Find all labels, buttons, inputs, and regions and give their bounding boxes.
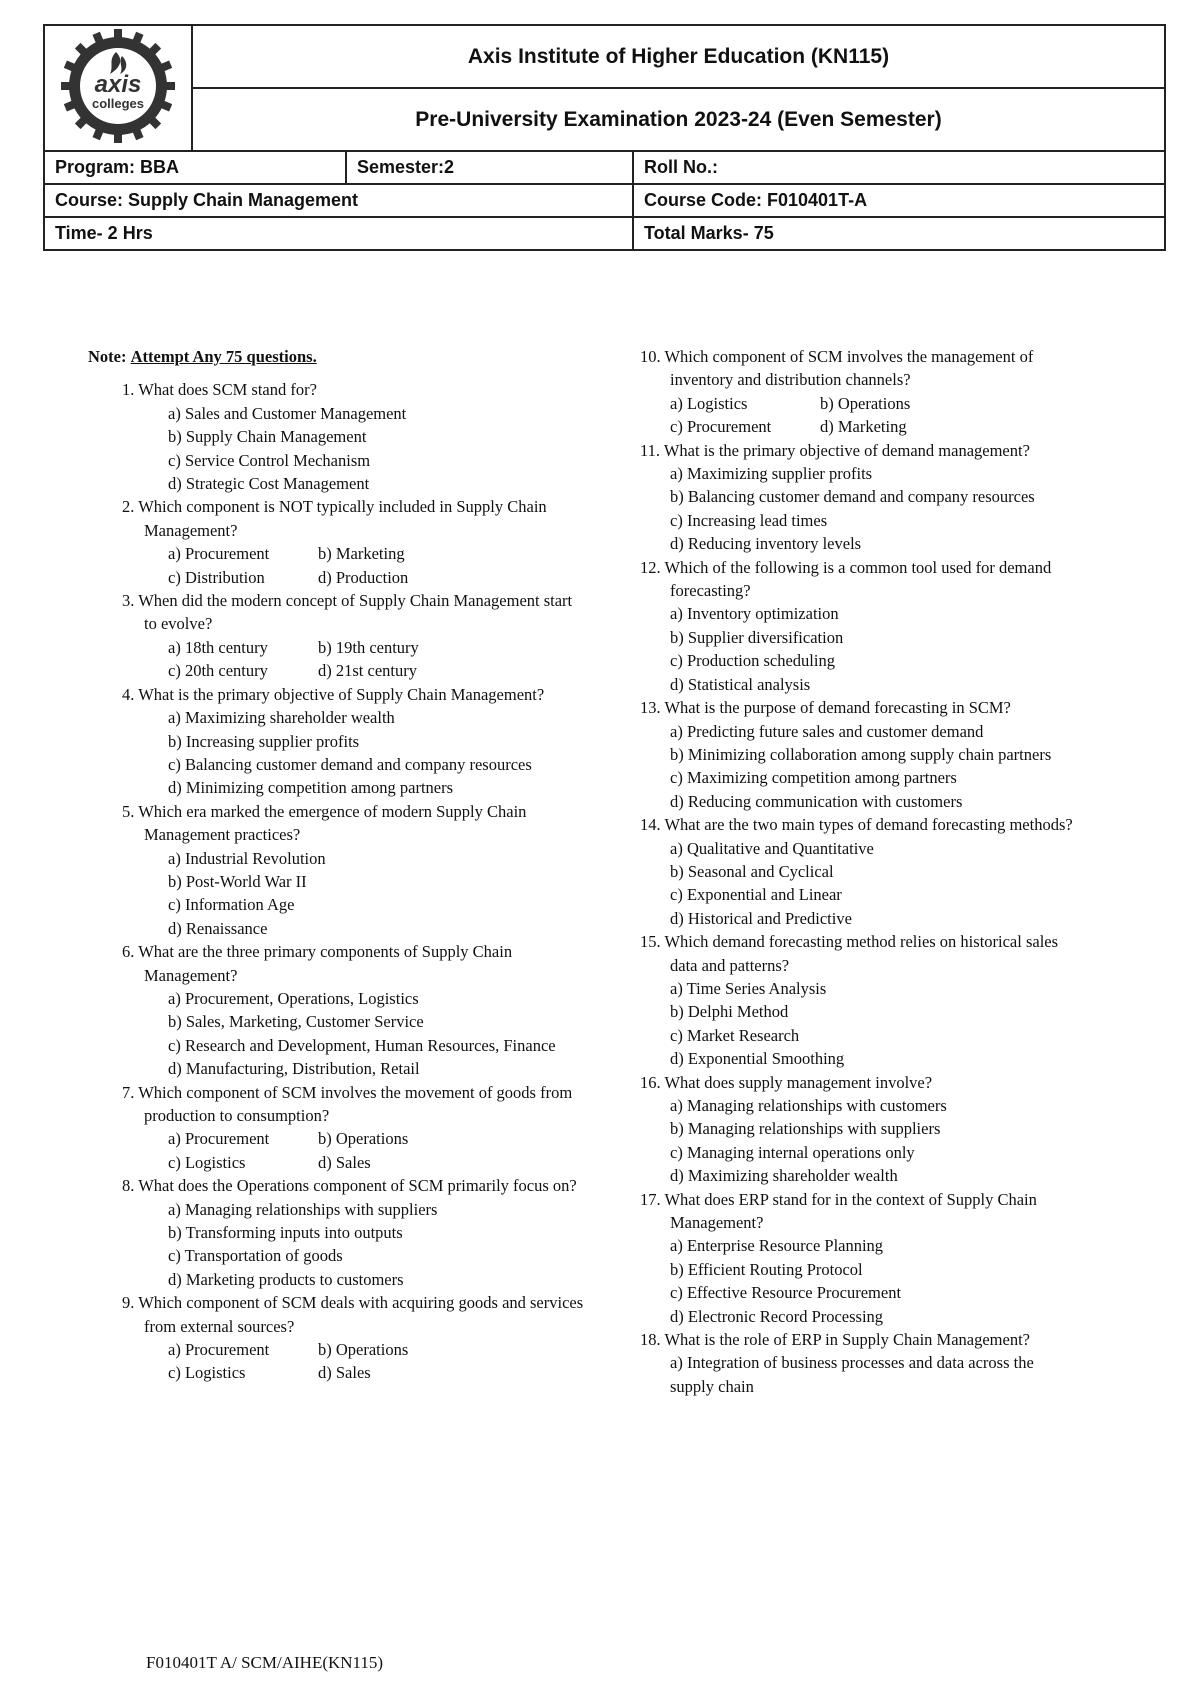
answer-option: b) Sales, Marketing, Customer Service	[168, 1012, 424, 1032]
note-text: Attempt Any 75 questions.	[130, 347, 317, 366]
answer-option: d) Sales	[318, 1152, 371, 1172]
right-question-column	[640, 345, 1080, 1398]
answer-option: b) Managing relationships with suppliers	[670, 1119, 941, 1139]
question-item	[88, 800, 588, 940]
answer-option: d) Reducing inventory levels	[670, 534, 862, 554]
question-item	[640, 1328, 1080, 1398]
question-item	[88, 1174, 588, 1291]
answer-option: a) Time Series Analysis	[670, 978, 827, 998]
course-cell: Course: Supply Chain Management	[44, 184, 633, 217]
svg-text:colleges: colleges	[91, 95, 145, 111]
answer-option: d) Sales	[318, 1363, 371, 1383]
answer-option: d) Historical and Predictive	[670, 908, 852, 928]
question-item	[640, 345, 1080, 439]
answer-option: c) Research and Development, Human Resources, Finance	[168, 1035, 556, 1055]
answer-option: b) Increasing supplier profits	[168, 731, 360, 751]
question-text: 10. Which component of SCM involves the management of inventory and distribution channels?	[640, 347, 1034, 390]
question-text: 18. What is the role of ERP in Supply Chain Management?	[640, 1330, 1030, 1350]
answer-option: b) Supply Chain Management	[168, 427, 367, 447]
answer-option: d) Renaissance	[168, 918, 268, 938]
answer-option: c) Production scheduling	[670, 651, 835, 671]
answer-option: a) Maximizing shareholder wealth	[168, 708, 395, 728]
question-text: 9. Which component of SCM deals with acquiring goods and services from external sources?	[122, 1293, 584, 1336]
exam-title: Pre-University Examination 2023-24 (Even Semester)	[192, 88, 1165, 151]
svg-text:axis: axis	[94, 70, 142, 98]
answer-option: d) Minimizing competition among partners	[168, 778, 454, 798]
page-footer: F010401T A/ SCM/AIHE(KN115)	[146, 1653, 384, 1672]
answer-option-row	[88, 1151, 588, 1174]
answer-option: d) Strategic Cost Management	[168, 474, 370, 494]
answer-option: c) Logistics	[168, 1363, 246, 1383]
note	[88, 345, 588, 368]
institute-name: Axis Institute of Higher Education (KN115)	[192, 25, 1165, 88]
answer-option: c) Information Age	[168, 895, 295, 915]
answer-option: d) Exponential Smoothing	[670, 1049, 845, 1069]
answer-option: c) 20th century	[168, 661, 268, 681]
answer-option: b) Transforming inputs into outputs	[168, 1223, 403, 1243]
question-item	[88, 940, 588, 1080]
answer-option: b) Balancing customer demand and company resources	[670, 487, 1035, 507]
answer-option: c) Maximizing competition among partners	[670, 768, 957, 788]
answer-option: c) Procurement	[670, 417, 772, 437]
answer-option: b) Seasonal and Cyclical	[670, 861, 834, 881]
axis-logo-icon	[48, 27, 188, 145]
answer-option-row	[640, 392, 1080, 415]
question-text: 2. Which component is NOT typically included in Supply Chain Management?	[122, 497, 547, 540]
question-text: 11. What is the primary objective of demand management?	[640, 440, 1030, 460]
answer-option: d) Manufacturing, Distribution, Retail	[168, 1059, 420, 1079]
answer-option: a) Procurement, Operations, Logistics	[168, 988, 419, 1008]
answer-option: d) Maximizing shareholder wealth	[670, 1166, 898, 1186]
answer-option-row	[88, 542, 588, 565]
answer-option: a) Qualitative and Quantitative	[670, 838, 874, 858]
college-logo	[44, 25, 192, 151]
question-item	[88, 495, 588, 589]
answer-option: c) Managing internal operations only	[670, 1142, 915, 1162]
answer-option-row	[88, 636, 588, 659]
answer-option: b) Efficient Routing Protocol	[670, 1259, 863, 1279]
question-text: 8. What does the Operations component of SCM primarily focus on?	[122, 1176, 577, 1196]
answer-option: d) Marketing	[820, 417, 907, 437]
answer-option: c) Balancing customer demand and company resources	[168, 754, 532, 774]
answer-option: a) Managing relationships with customers	[670, 1096, 947, 1115]
answer-option: b) 19th century	[318, 637, 419, 657]
question-text: 7. Which component of SCM involves the movement of goods from production to consumption?	[122, 1082, 573, 1125]
answer-option: d) Marketing products to customers	[168, 1269, 404, 1289]
answer-option: a) Industrial Revolution	[168, 848, 326, 868]
answer-option: d) Production	[318, 567, 409, 587]
answer-option-row	[640, 415, 1080, 438]
question-item	[640, 930, 1080, 1070]
answer-option: a) Managing relationships with suppliers	[168, 1199, 438, 1219]
question-item	[640, 813, 1080, 930]
question-text: 16. What does supply management involve?	[640, 1072, 933, 1092]
total-marks-cell: Total Marks- 75	[633, 217, 1165, 250]
time-cell: Time- 2 Hrs	[44, 217, 633, 250]
answer-option: a) Procurement	[168, 1340, 270, 1360]
answer-option: c) Increasing lead times	[670, 510, 828, 530]
question-text: 12. Which of the following is a common tool used for demand forecasting?	[640, 557, 1052, 601]
answer-option: b) Operations	[318, 1340, 409, 1360]
answer-option: b) Post-World War II	[168, 871, 307, 891]
question-item	[88, 683, 588, 800]
answer-option: c) Market Research	[670, 1025, 800, 1045]
answer-option: a) Integration of business processes and data across the supply chain	[670, 1353, 1034, 1396]
question-text: 14. What are the two main types of demand forecasting methods?	[640, 815, 1073, 835]
answer-option-row	[88, 659, 588, 682]
exam-header-table	[43, 24, 1166, 251]
answer-option: b) Marketing	[318, 544, 405, 564]
program-cell: Program: BBA	[44, 151, 346, 184]
answer-option: b) Supplier diversification	[670, 627, 844, 647]
question-item	[88, 378, 588, 495]
answer-option: a) 18th century	[168, 637, 268, 657]
semester-cell: Semester:2	[346, 151, 633, 184]
answer-option: b) Operations	[318, 1129, 409, 1149]
answer-option: d) Reducing communication with customers	[670, 791, 963, 811]
answer-option: c) Logistics	[168, 1152, 246, 1172]
answer-option: a) Sales and Customer Management	[168, 403, 407, 423]
answer-option: c) Transportation of goods	[168, 1246, 343, 1266]
answer-option: d) Statistical analysis	[670, 674, 811, 694]
answer-option-row	[88, 1361, 588, 1384]
answer-option: c) Service Control Mechanism	[168, 450, 371, 470]
left-question-column	[88, 345, 588, 1385]
answer-option: d) Electronic Record Processing	[670, 1306, 884, 1326]
answer-option: c) Distribution	[168, 567, 265, 587]
question-item	[640, 1071, 1080, 1188]
question-text: 4. What is the primary objective of Supply Chain Management?	[122, 684, 545, 704]
question-text: 3. When did the modern concept of Supply Chain Management start to evolve?	[122, 591, 573, 634]
course-code-cell: Course Code: F010401T-A	[633, 184, 1165, 217]
answer-option: a) Procurement	[168, 544, 270, 564]
question-item	[88, 589, 588, 683]
question-text: 17. What does ERP stand for in the context of Supply Chain Management?	[640, 1189, 1037, 1233]
answer-option-row	[88, 566, 588, 589]
answer-option-row	[88, 1127, 588, 1150]
note-label: Note:	[88, 347, 127, 366]
roll-no-cell: Roll No.:	[633, 151, 1165, 184]
question-item	[640, 556, 1080, 696]
answer-option: c) Exponential and Linear	[670, 885, 842, 905]
question-text: 6. What are the three primary components of Supply Chain Management?	[122, 942, 513, 985]
question-text: 5. Which era marked the emergence of modern Supply Chain Management practices?	[122, 801, 527, 845]
question-text: 1. What does SCM stand for?	[122, 380, 317, 400]
question-item	[640, 439, 1080, 556]
answer-option: a) Maximizing supplier profits	[670, 464, 873, 484]
question-item	[88, 1291, 588, 1385]
answer-option: c) Effective Resource Procurement	[670, 1283, 902, 1303]
question-item	[88, 1081, 588, 1175]
answer-option: a) Inventory optimization	[670, 604, 839, 624]
answer-option: b) Operations	[820, 393, 911, 413]
answer-option: b) Minimizing collaboration among supply chain partners	[670, 744, 1052, 764]
answer-option: a) Predicting future sales and customer demand	[670, 721, 984, 741]
answer-option: d) 21st century	[318, 661, 417, 681]
answer-option: a) Procurement	[168, 1129, 270, 1149]
question-item	[640, 696, 1080, 813]
question-text: 13. What is the purpose of demand forecasting in SCM?	[640, 698, 1011, 718]
answer-option: a) Enterprise Resource Planning	[670, 1236, 884, 1256]
answer-option: a) Logistics	[670, 393, 748, 413]
answer-option-row	[88, 1338, 588, 1361]
question-text: 15. Which demand forecasting method relies on historical sales data and patterns?	[640, 932, 1059, 975]
answer-option: b) Delphi Method	[670, 1002, 789, 1022]
question-item	[640, 1188, 1080, 1328]
